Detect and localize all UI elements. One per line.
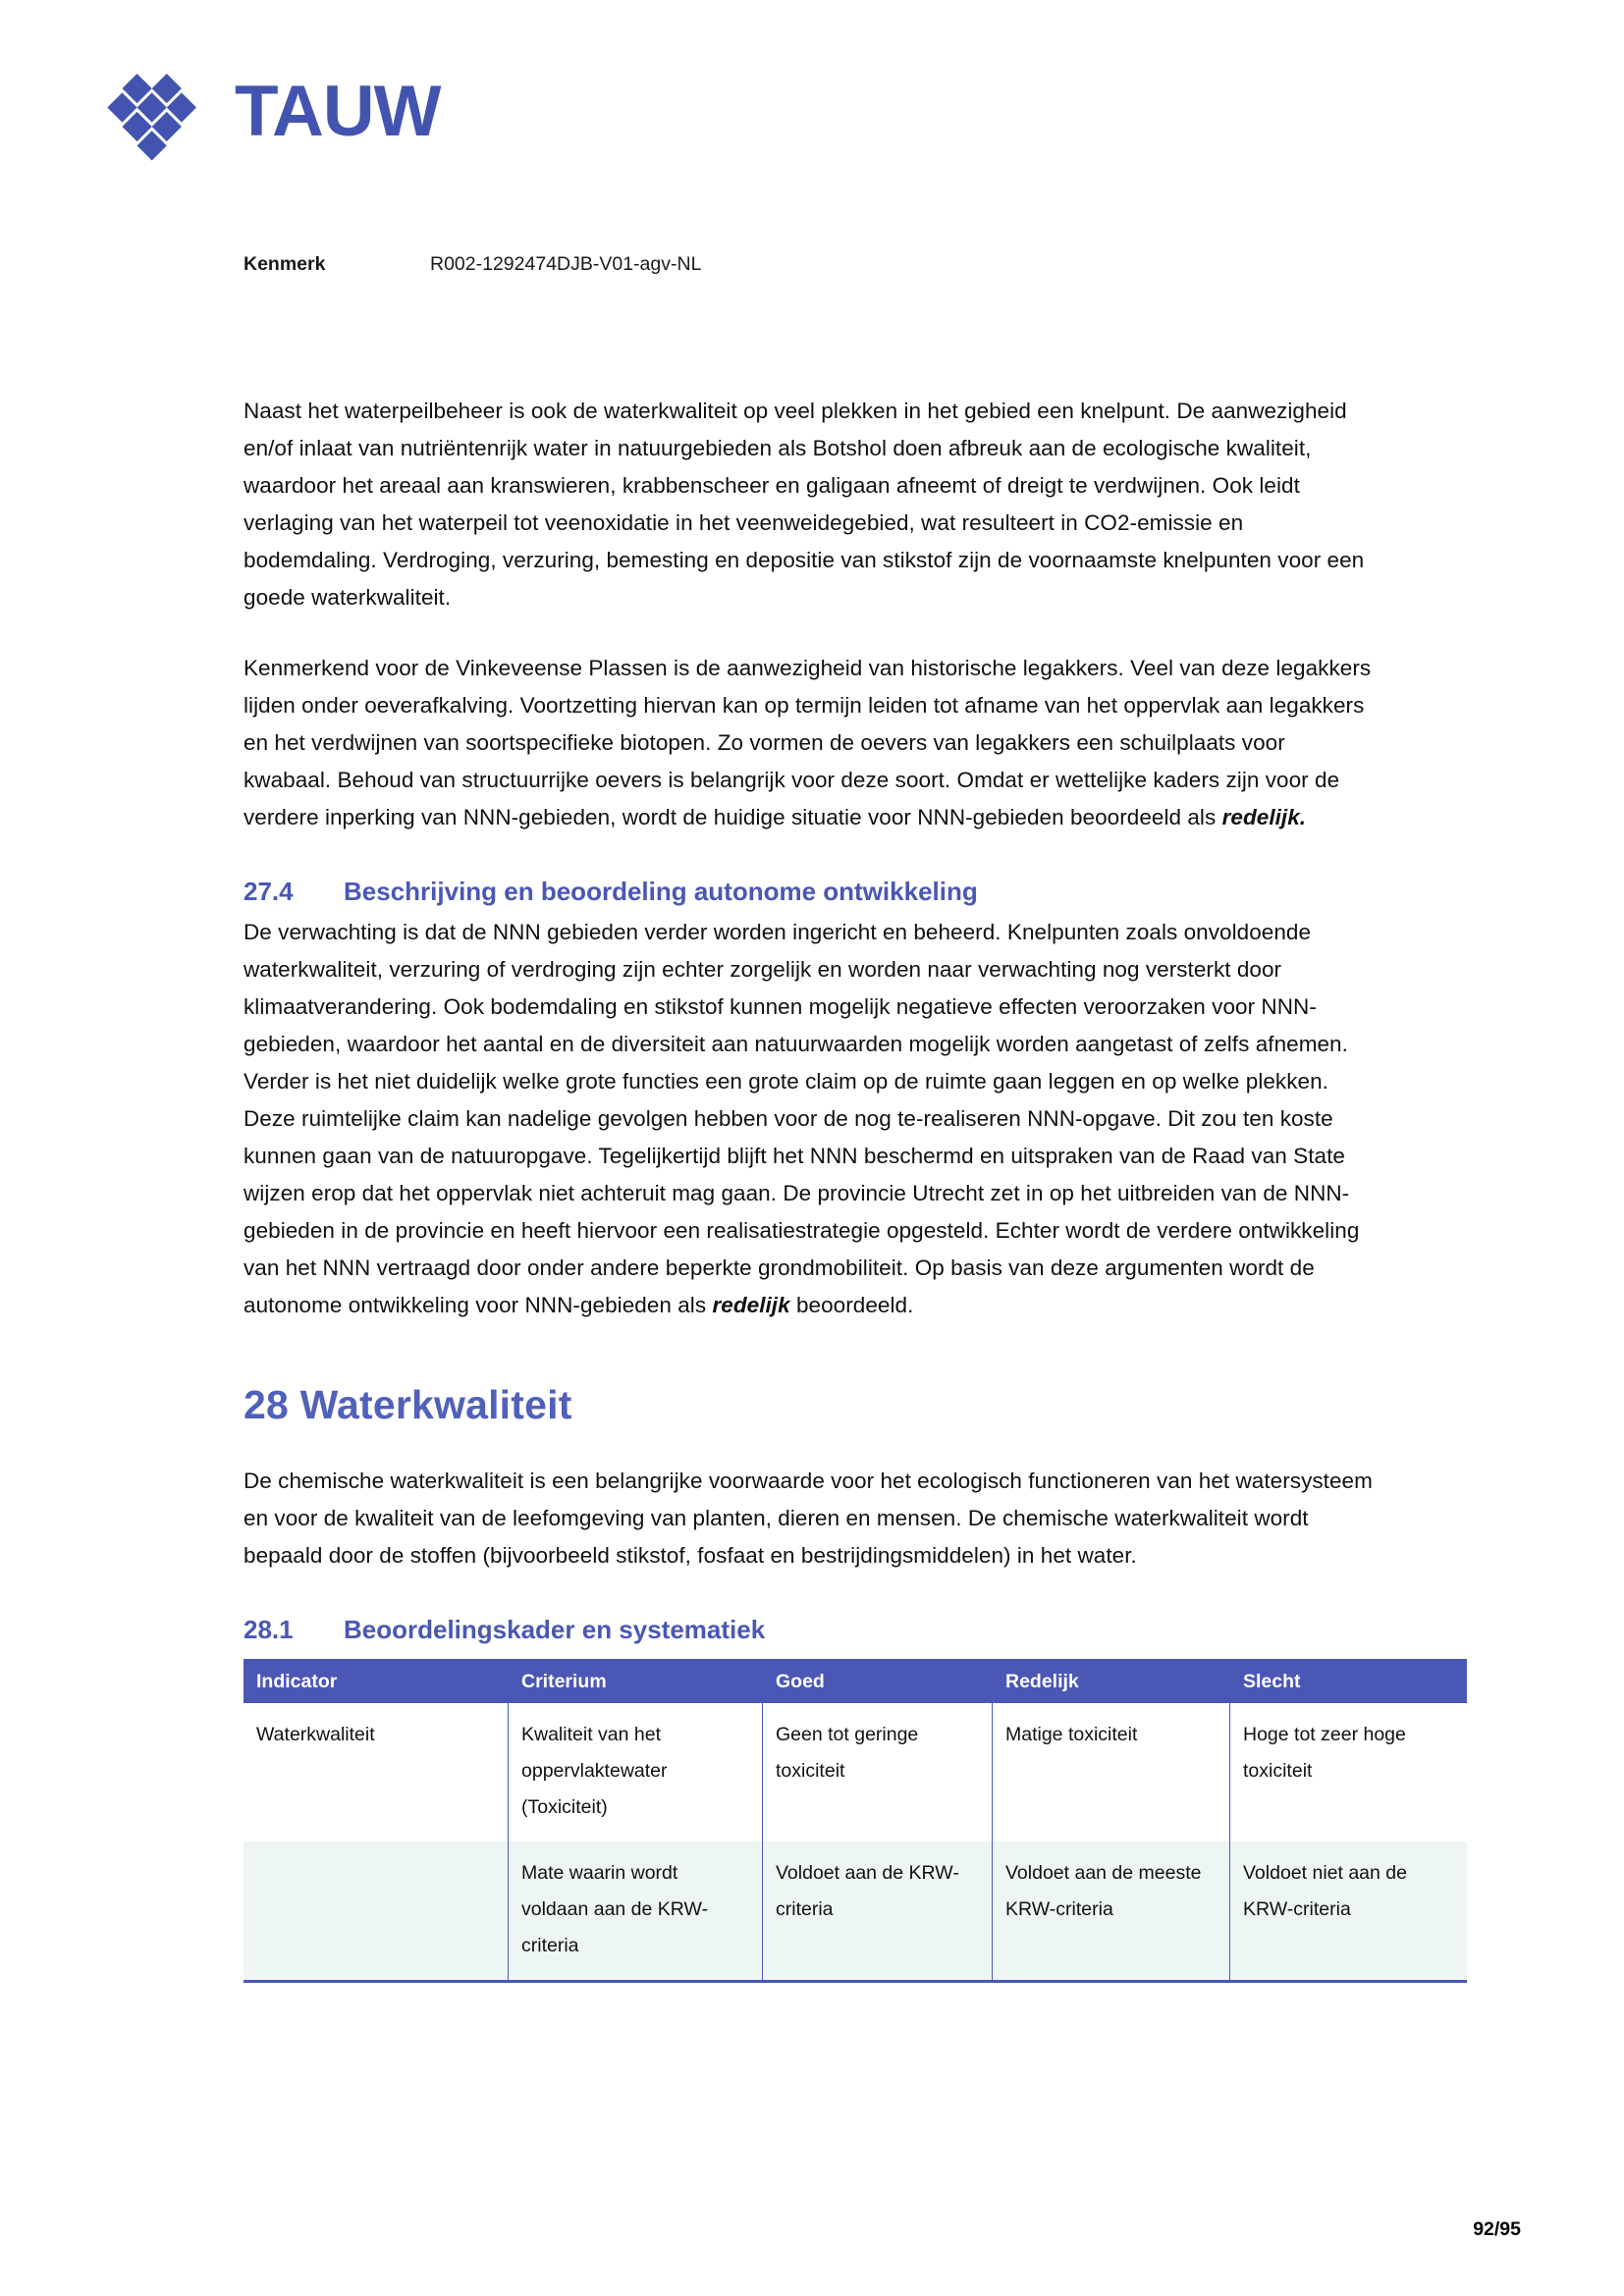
paragraph-autonome-ontwikkeling (244, 914, 1378, 1324)
table-row (244, 1703, 1467, 1842)
kenmerk-value: R002-1292474DJB-V01-agv-NL (430, 253, 702, 275)
heading-27-4 (244, 876, 1378, 908)
paragraph-autonome-emphasis: redelijk (712, 1292, 790, 1317)
paragraph-chemische-waterkwaliteit: De chemische waterkwaliteit is een belangrijke voorwaarde voor het ecologisch functioneren van het watersysteem en voor de kwaliteit van de leefomgeving van planten, dieren en mensen. De chemische waterkwaliteit wordt bepaald door de stoffen (bijvoorbeeld stikstof, fosfaat en bestrijdingsmiddelen) in het water. (244, 1468, 1373, 1568)
paragraph-legakkers-emphasis: redelijk. (1221, 805, 1307, 829)
heading-28-1-title: Beoordelingskader en systematiek (344, 1614, 766, 1644)
table-header-row (244, 1661, 1467, 1704)
paragraph-autonome-text-1: De verwachting is dat de NNN gebieden verder worden ingericht en beheerd. Knelpunten zoals onvoldoende waterkwaliteit, verzuring of verdroging zijn echter zorgelijk en worden naar verwachting nog versterkt door klimaatverandering. Ook bodemdaling en stikstof kunnen mogelijk negatieve effecten veroorzaken voor NNN-gebieden, waardoor het aantal en de diversiteit aan natuurwaarden mogelijk worden aangetast of zelfs afnemen. Verder is het niet duidelijk welke grote functies een grote claim op de ruimte gaan leggen en op welke plekken. Deze ruimtelijke claim kan nadelige gevolgen hebben voor de nog te-realiseren NNN-opgave. Dit zou ten koste kunnen gaan van de natuuropgave. Tegelijkertijd blijft het NNN beschermd en uitspraken van de Raad van State wijzen erop dat het oppervlak niet achteruit mag gaan. De provincie Utrecht zet in op het uitbreiden van de NNN-gebieden in de provincie en heeft hiervoor een realisatiestrategie opgesteld. Echter wordt de verdere ontwikkeling van het NNN vertraagd door onder andere beperkte grondmobiliteit. Op basis van deze argumenten wordt de autonome ontwikkeling voor NNN-gebieden als (244, 919, 1360, 1317)
heading-chapter-28: 28 Waterkwaliteit (244, 1381, 572, 1427)
tauw-logo-mark (103, 61, 209, 167)
heading-27-4-title: Beschrijving en beoordeling autonome ontwikkeling (344, 877, 978, 906)
tauw-wordmark: TAUW (235, 71, 441, 151)
kenmerk-label: Kenmerk (244, 253, 326, 275)
table-header (244, 1661, 1467, 1704)
page-number: 92/95 (1473, 2218, 1521, 2240)
table-row (244, 1842, 1467, 1982)
table-header-criterium: Criterium (509, 1661, 763, 1704)
document-content (244, 393, 1407, 1983)
table-header-indicator: Indicator (244, 1661, 509, 1704)
tauw-logo (103, 61, 441, 167)
paragraph-legakkers-text: Kenmerkend voor de Vinkeveense Plassen is de aanwezigheid van historische legakkers. Veel van deze legakkers lijden onder oeverafkalving. Voortzetting hiervan kan op termijn leiden tot afname van het oppervlak aan legakkers en het verdwijnen van soortspecifieke biotopen. Zo vormen de oevers van legakkers een schuilplaats voor kwabaal. Behoud van structuurrijke oevers is belangrijk voor deze soort. Omdat er wettelijke kaders zijn voor de verdere inperking van NNN-gebieden, wordt de huidige situatie voor NNN-gebieden beoordeeld als (244, 656, 1372, 829)
heading-28-1 (244, 1614, 1378, 1646)
table-body (244, 1703, 1467, 1982)
heading-28-1-number: 28.1 (244, 1614, 294, 1644)
table-header-goed: Goed (763, 1661, 993, 1704)
table-cell-redelijk: Matige toxiciteit (993, 1703, 1230, 1842)
table-header-redelijk: Redelijk (993, 1661, 1230, 1704)
paragraph-waterkwaliteit-knelpunt: Naast het waterpeilbeheer is ook de waterkwaliteit op veel plekken in het gebied een knelpunt. De aanwezigheid en/of inlaat van nutriëntenrijk water in natuurgebieden als Botshol doen afbreuk aan de ecologische kwaliteit, waardoor het areaal aan kranswieren, krabbenscheer en galigaan afneemt of dreigt te verdwijnen. Ook leidt verlaging van het waterpeil tot veenoxidatie in het veenweidegebied, wat resulteert in CO2-emissie en bodemdaling. Verdroging, verzuring, bemesting en depositie van stikstof zijn de voornaamste knelpunten voor een goede waterkwaliteit. (244, 399, 1365, 610)
table-cell-indicator: Waterkwaliteit (244, 1703, 509, 1842)
document-reference-header (244, 253, 701, 276)
table-cell-slecht: Hoge tot zeer hoge toxiciteit (1230, 1703, 1468, 1842)
table-cell-goed: Voldoet aan de KRW-criteria (763, 1842, 993, 1982)
heading-27-4-number: 27.4 (244, 877, 294, 906)
table-cell-criterium: Mate waarin wordt voldaan aan de KRW-criteria (509, 1842, 763, 1982)
paragraph-autonome-text-2: beoordeeld. (789, 1292, 914, 1317)
beoordelingskader-table (244, 1659, 1467, 1983)
paragraph-legakkers (244, 650, 1378, 836)
table-header-slecht: Slecht (1230, 1661, 1468, 1704)
table-cell-criterium: Kwaliteit van het oppervlaktewater (Toxiciteit) (509, 1703, 763, 1842)
table-cell-indicator (244, 1842, 509, 1982)
table-cell-redelijk: Voldoet aan de meeste KRW-criteria (993, 1842, 1230, 1982)
table-cell-goed: Geen tot geringe toxiciteit (763, 1703, 993, 1842)
table-cell-slecht: Voldoet niet aan de KRW-criteria (1230, 1842, 1468, 1982)
